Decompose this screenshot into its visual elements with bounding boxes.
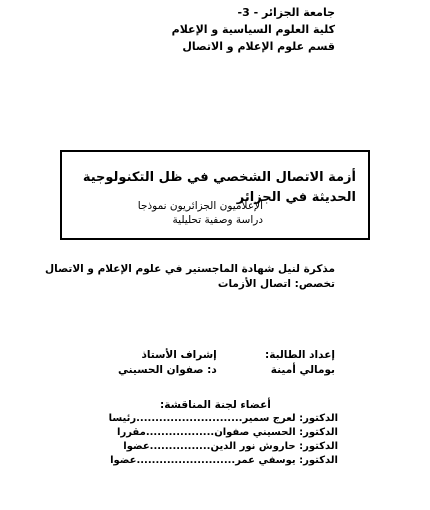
thesis-title-box <box>60 150 370 240</box>
department-name: قسم علوم الإعلام و الاتصال <box>182 40 335 53</box>
committee-heading: أعضاء لجنة المناقشة: <box>160 399 271 411</box>
supervisor-block <box>118 348 217 378</box>
university-name: جامعة الجزائر - 3- <box>237 6 335 19</box>
committee-list <box>109 412 338 468</box>
thesis-subtitle <box>138 199 263 227</box>
student-name: بومالي أمينة <box>270 364 335 376</box>
thesis-title: أزمة الاتصال الشخصي في ظل التكنولوجية الحديثة في الجزائر <box>82 170 356 205</box>
memo-description <box>45 262 335 292</box>
student-block <box>265 348 335 378</box>
specialization: تخصص: اتصال الأزمات <box>217 278 335 290</box>
supervisor-label: إشراف الأستاذ <box>141 349 217 361</box>
subtitle-line-1: الإعلاميون الجزائريون نموذجا <box>137 200 263 212</box>
committee-member: الدكتور: الحسيني صفوان..................مقررا <box>117 427 338 438</box>
committee-member: الدكتور: حاروش نور الدين................عضوا <box>123 441 338 452</box>
committee-member: الدكتور: لعرج سمير............................رئيسا <box>108 413 338 424</box>
degree-statement: مذكرة لنيل شهادة الماجستير في علوم الإعلام و الاتصال <box>45 263 335 275</box>
student-label: إعداد الطالبة: <box>265 349 335 361</box>
subtitle-line-2: دراسة وصفية تحليلية <box>172 214 263 226</box>
university-header <box>60 4 335 55</box>
faculty-name: كلية العلوم السياسية و الإعلام <box>171 23 335 36</box>
committee-member: الدكتور: يوسفي عمر..........................عضوا <box>110 455 338 466</box>
supervisor-name: د: صفوان الحسيني <box>118 364 217 376</box>
